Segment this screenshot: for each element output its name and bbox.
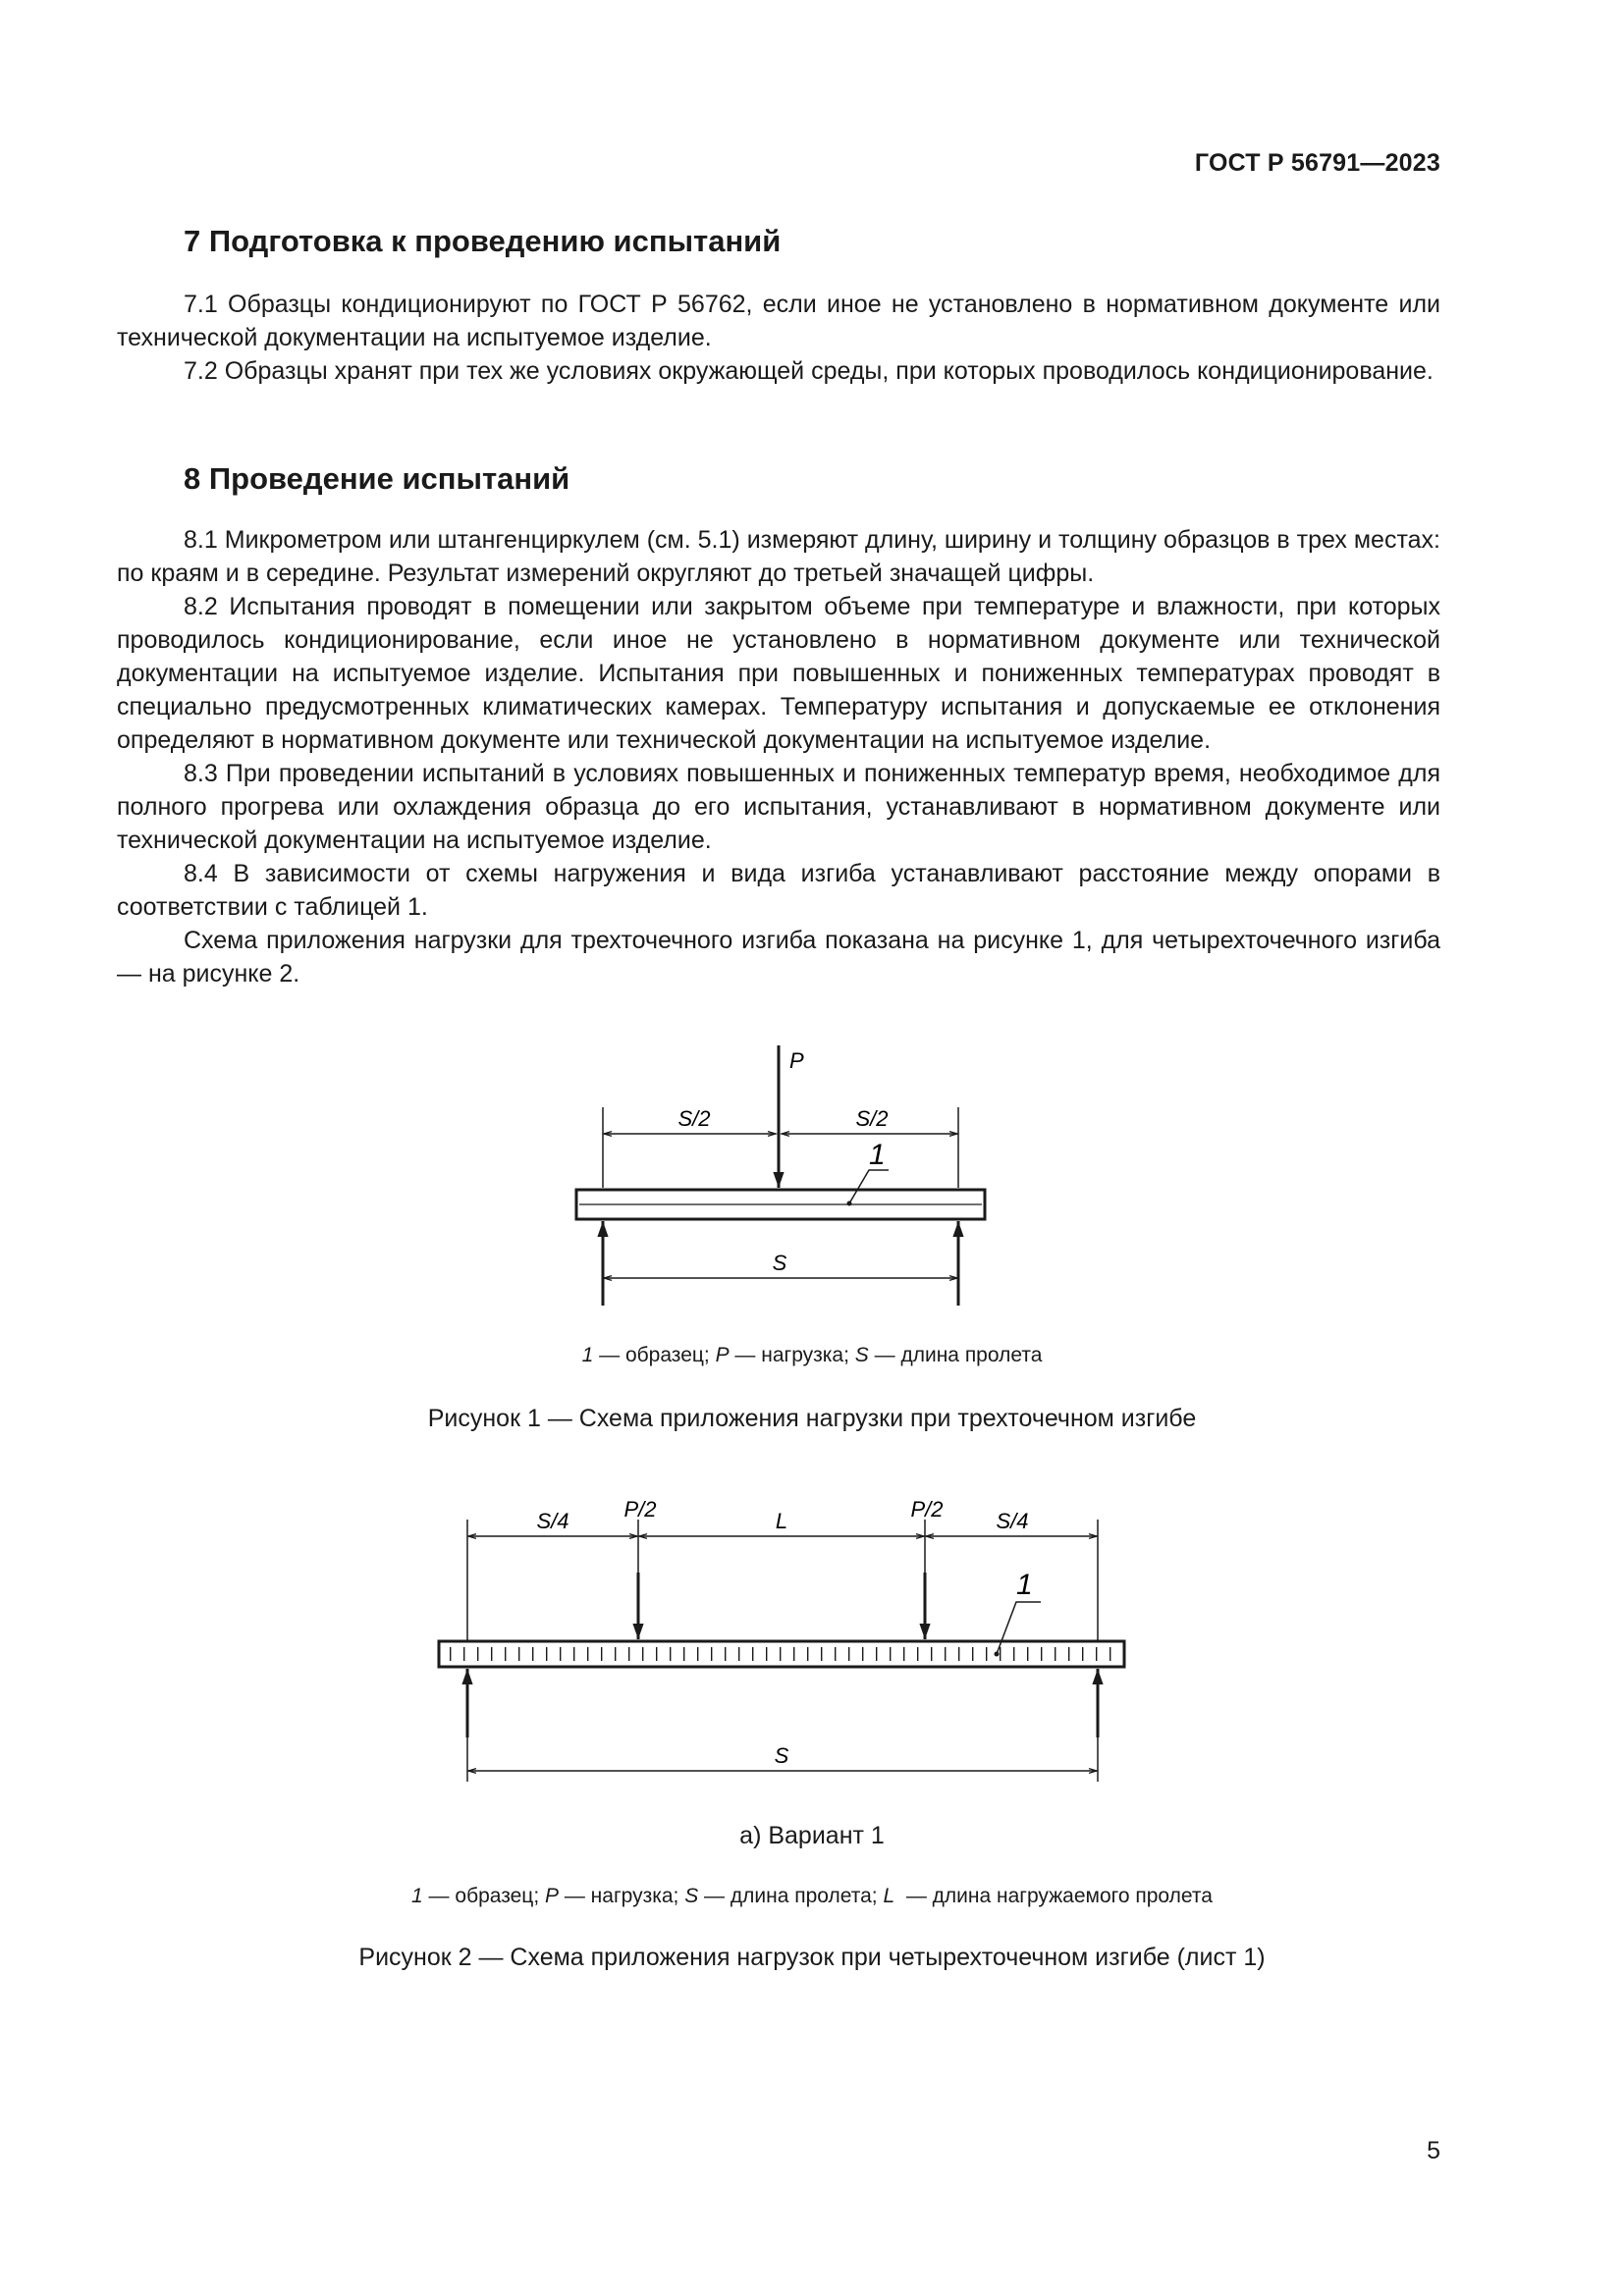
page-number: 5: [1427, 2137, 1440, 2164]
figure-2-diagram: [422, 1477, 1139, 1801]
legend-text: — нагрузка;: [559, 1885, 685, 1907]
label-half-span-left: S/2: [677, 1106, 711, 1131]
legend-text: — длина нагружаемого пролета: [894, 1885, 1213, 1907]
label-load-left: P/2: [623, 1497, 657, 1522]
legend-text: — нагрузка;: [729, 1344, 855, 1366]
label-quarter-span-left: S/4: [536, 1509, 569, 1533]
paragraph-8-1: 8.1 Микрометром или штангенциркулем (см. 5.1) измеряют длину, ширину и толщину образцов в трех местах: по краям и в середине. Результат измерений округляют до третьей значащей цифры.: [117, 526, 1440, 587]
label-load-right: P/2: [910, 1497, 944, 1522]
label-quarter-span-right: S/4: [996, 1509, 1029, 1533]
label-span-s: S: [774, 1743, 789, 1768]
figure-2-variant: а) Вариант 1: [739, 1822, 885, 1849]
figure-1-legend: [0, 1344, 1624, 1367]
legend-text: — образец;: [422, 1885, 545, 1907]
legend-symbol: P: [545, 1885, 560, 1907]
figure-2-legend: [0, 1885, 1624, 1908]
legend-symbol: P: [715, 1344, 730, 1366]
legend-symbol: L: [883, 1885, 895, 1907]
label-load-p: P: [789, 1048, 804, 1073]
section-7-title: 7 Подготовка к проведению испытаний: [184, 224, 782, 258]
label-half-span-right: S/2: [855, 1106, 889, 1131]
paragraph-7-2: 7.2 Образцы хранят при тех же условиях окружающей среды, при которых проводилось кондиционирование.: [184, 357, 1434, 385]
section-8-body: [117, 523, 1440, 990]
legend-symbol: 1: [581, 1344, 594, 1366]
label-load-span: L: [775, 1509, 788, 1533]
figure-1-caption: Рисунок 1 — Схема приложения нагрузки при трехточечном изгибе: [427, 1405, 1197, 1432]
standard-id-header: ГОСТ Р 56791—2023: [1194, 149, 1440, 177]
legend-text: — образец;: [593, 1344, 716, 1366]
paragraph-7-1: 7.1 Образцы кондиционируют по ГОСТ Р 56762, если иное не установлено в нормативном документе или технической документации на испытуемое изделие.: [117, 291, 1440, 351]
legend-symbol: S: [854, 1344, 869, 1366]
paragraph-8-2: 8.2 Испытания проводят в помещении или закрытом объеме при температуре и влажности, при которых проводилось кондиционирование, если иное не установлено в нормативном документе или технической документации на испытуемое изделие. Испытания при повышенных и пониженных температурах проводят в специально предусмотренных климатических камерах. Температуру испытания и допускаемые ее отклонения определяют в нормативном документе или технической документации на испытуемое изделие.: [117, 593, 1440, 754]
paragraph-8-4: 8.4 В зависимости от схемы нагружения и вида изгиба устанавливают расстояние между опорами в соответствии с таблицей 1.: [117, 860, 1440, 921]
specimen-leader-dot: [995, 1652, 1000, 1657]
legend-symbol: S: [684, 1885, 699, 1907]
legend-text: — длина пролета: [868, 1344, 1043, 1366]
section-8-title: 8 Проведение испытаний: [184, 461, 570, 496]
paragraph-8-3: 8.3 При проведении испытаний в условиях повышенных и пониженных температур время, необходимое для полного прогрева или охлаждения образца до его испытания, устанавливают в нормативном документе или технической документации на испытуемое изделие.: [117, 760, 1440, 854]
section-7-body: [117, 288, 1440, 388]
specimen-leader-dot: [847, 1201, 852, 1206]
label-span-s: S: [772, 1251, 787, 1275]
legend-symbol: 1: [411, 1885, 423, 1907]
figure-2-caption: Рисунок 2 — Схема приложения нагрузок при четырехточечном изгибе (лист 1): [358, 1944, 1266, 1971]
paragraph-load-scheme: Схема приложения нагрузки для трехточечного изгиба показана на рисунке 1, для четырехточечного изгиба — на рисунке 2.: [117, 927, 1440, 988]
label-specimen-1: 1: [1016, 1569, 1033, 1601]
label-specimen-1: 1: [869, 1139, 886, 1171]
specimen-beam: [439, 1641, 1124, 1667]
legend-text: — длина пролета;: [698, 1885, 884, 1907]
figure-1-diagram: [550, 1036, 1001, 1320]
